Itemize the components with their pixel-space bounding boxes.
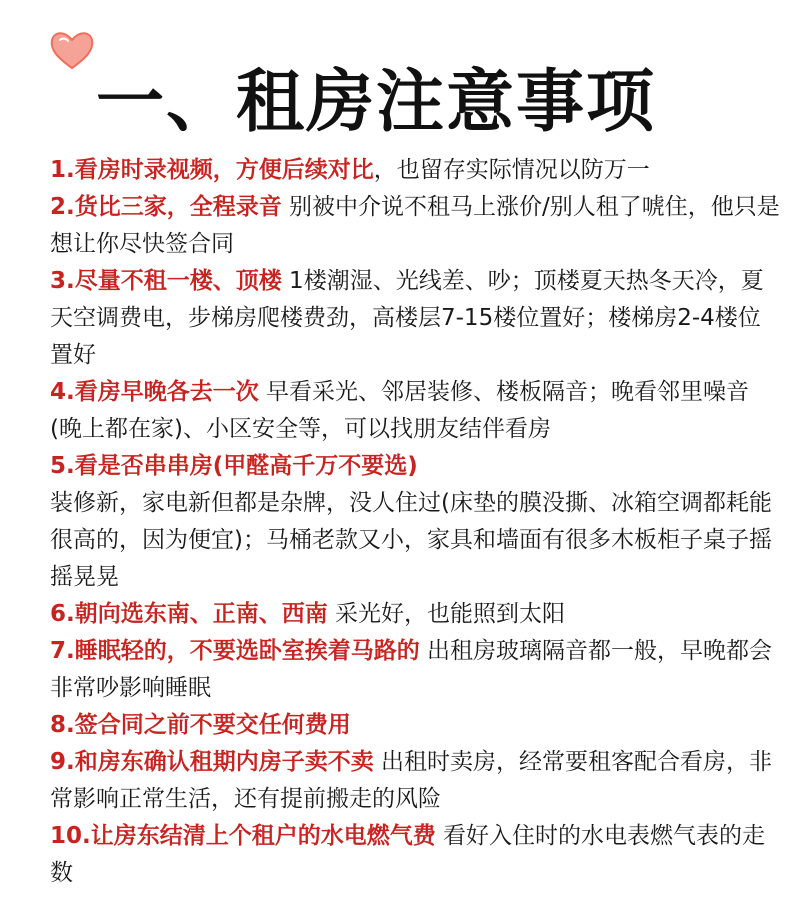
item-text: 1楼潮湿、光线差、吵；顶楼夏天热冬天冷，夏天空调费电，步梯房爬楼费劲，高楼层7-15楼位置好；楼梯房2-4楼位置好	[50, 268, 764, 368]
item-text: 出租房玻璃隔音都一般，早晚都会非常吵影响睡眠	[50, 638, 773, 701]
list-item	[50, 263, 780, 374]
list-item	[50, 818, 780, 892]
list-item	[50, 374, 780, 448]
item-text: 别被中介说不租马上涨价/别人租了唬住，他只是想让你尽快签合同	[50, 194, 780, 257]
item-heading: 4.看房早晚各去一次	[50, 379, 259, 405]
list-item	[50, 744, 780, 818]
list-item	[50, 633, 780, 707]
item-heading: 10.让房东结清上个租户的水电燃气费	[50, 823, 436, 849]
item-heading: 6.朝向选东南、正南、西南	[50, 601, 328, 627]
tips-list	[50, 152, 780, 892]
heart-icon	[48, 28, 96, 72]
item-heading: 2.货比三家，全程录音	[50, 194, 282, 220]
item-heading: 5.看是否串串房(甲醛高千万不要选)	[50, 453, 418, 479]
item-text: 装修新，家电新但都是杂牌，没人住过(床垫的膜没撕、冰箱空调都耗能很高的，因为便宜)；马桶老款又小，家具和墙面有很多木板柜子桌子摇摇晃晃	[50, 490, 772, 590]
list-item	[50, 448, 780, 596]
item-heading: 1.看房时录视频，方便后续对比	[50, 157, 374, 183]
list-item	[50, 707, 780, 744]
item-heading: 3.尽量不租一楼、顶楼	[50, 268, 282, 294]
item-heading: 9.和房东确认租期内房子卖不卖	[50, 749, 374, 775]
item-text: 采光好，也能照到太阳	[327, 601, 566, 627]
list-item	[50, 189, 780, 263]
page-title: 一、租房注意事项	[96, 63, 657, 142]
item-heading: 7.睡眠轻的，不要选卧室挨着马路的	[50, 638, 420, 664]
list-item	[50, 152, 780, 189]
item-text: ，也留存实际情况以防万一	[373, 157, 650, 183]
item-text: 出租时卖房，经常要租客配合看房，非常影响正常生活，还有提前搬走的风险	[50, 749, 773, 812]
item-text: 看好入住时的水电表燃气表的走数	[50, 823, 766, 886]
item-text: 早看采光、邻居装修、楼板隔音；晚看邻里噪音(晚上都在家)、小区安全等，可以找朋友结伴看房	[50, 379, 750, 442]
list-item	[50, 596, 780, 633]
item-heading: 8.签合同之前不要交任何费用	[50, 712, 351, 738]
